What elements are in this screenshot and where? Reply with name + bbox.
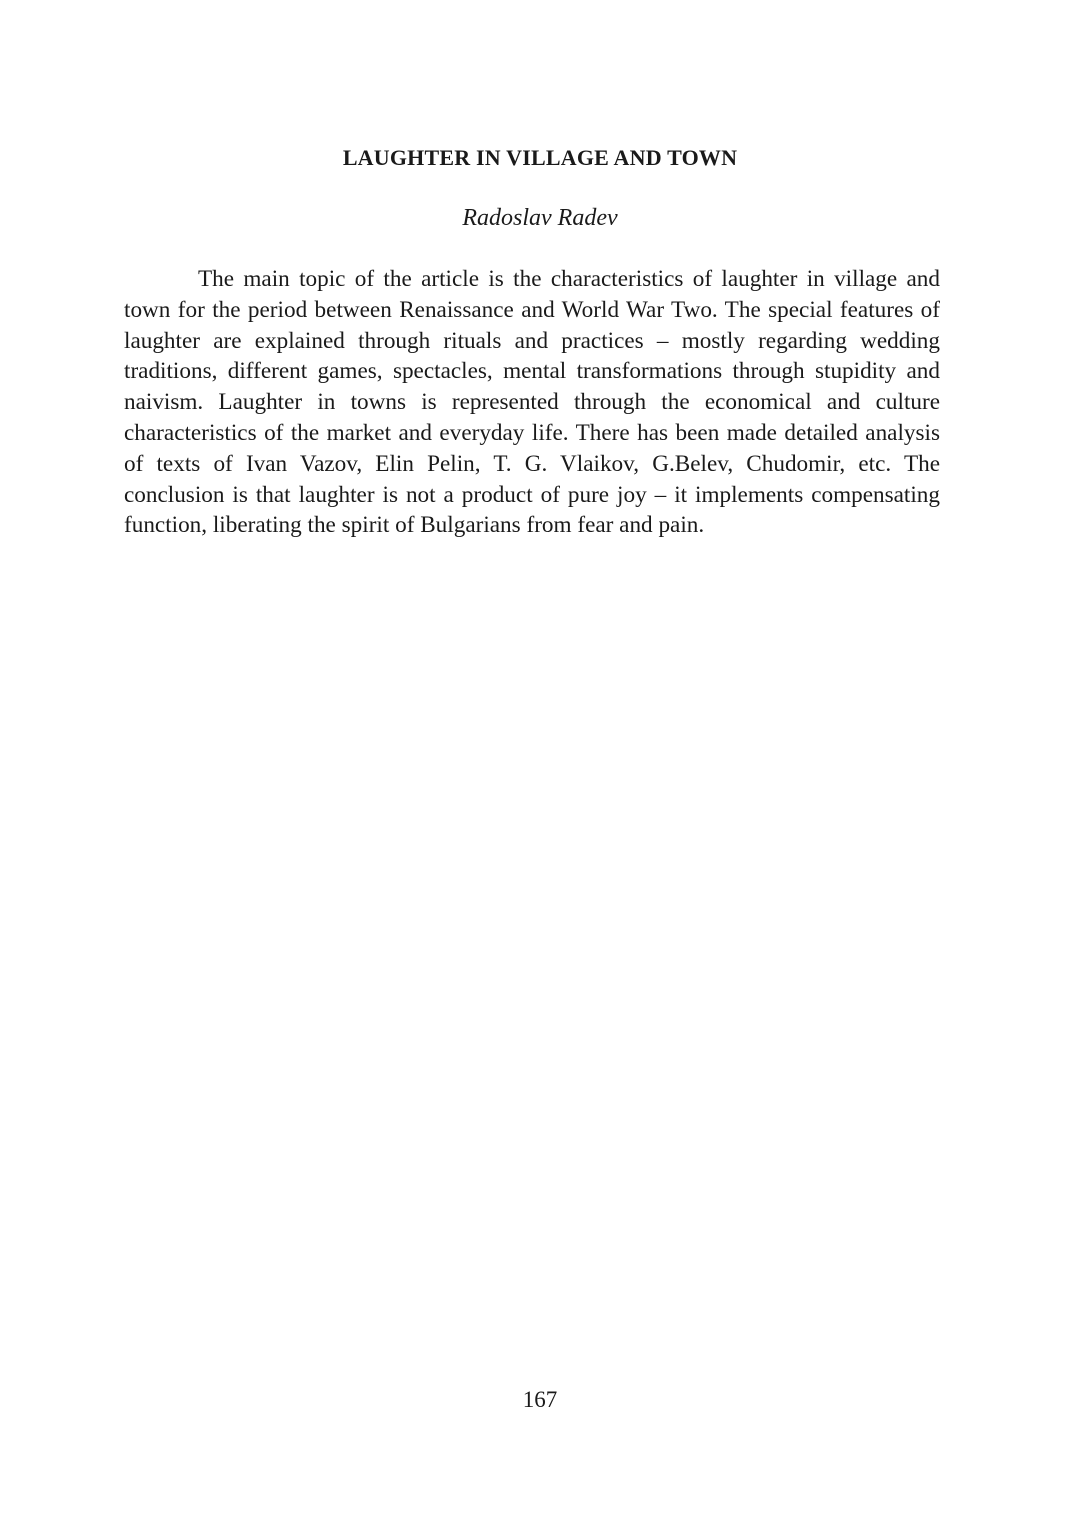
page-number: 167: [522, 1387, 558, 1412]
article-author: Radoslav Radev: [462, 205, 618, 231]
article-title: LAUGHTER IN VILLAGE AND TOWN: [342, 145, 738, 170]
article-abstract: The main topic of the article is the characteristics of laughter in village and town for the period between Renaissance and World War Two. The special features of laughter are explained through rituals and practices – mostly regarding wedding traditions, different games, spectacles, mental transformations through stupidity and naivism. Laughter in towns is represented through the economical and culture characteristics of the market and everyday life. There has been made detailed analysis of texts of Ivan Vazov, Elin Pelin, T. G. Vlaikov, G.Belev, Chudomir, etc. The conclusion is that laughter is not a product of pure joy – it implements compensating function, liberating the spirit of Bulgarians from fear and pain.: [124, 266, 940, 539]
